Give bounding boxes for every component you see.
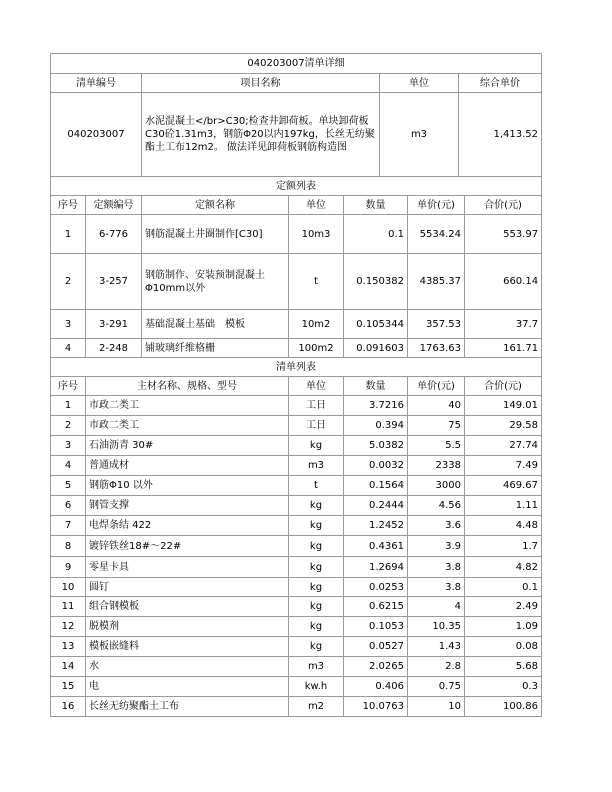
material-name: 石油沥青 30# [86,436,289,456]
quota-total: 37.7 [465,310,542,339]
quota-unit-price: 1763.63 [408,339,465,358]
quota-unit: 10m3 [289,215,344,254]
material-unit-price: 4.56 [408,496,465,516]
material-unit-price: 40 [408,396,465,416]
material-seq: 3 [51,436,86,456]
material-qty: 0.0032 [344,456,408,476]
quota-header-name: 定额名称 [142,196,289,215]
material-name: 钢筋Φ10 以外 [86,476,289,496]
table-row [51,496,542,516]
material-unit: kw.h [289,677,344,697]
material-unit-price: 0.75 [408,677,465,697]
material-qty: 0.0253 [344,578,408,597]
quota-unit: t [289,254,344,310]
table-row [51,436,542,456]
table-row [51,456,542,476]
quota-name: 钢筋制作、安装预制混凝土Φ10mm以外 [142,254,289,310]
material-name: 模板嵌缝料 [86,637,289,657]
material-seq: 4 [51,456,86,476]
quota-header-qty: 数量 [344,196,408,215]
material-unit-price: 3.8 [408,578,465,597]
material-qty: 5.0382 [344,436,408,456]
table-row [51,557,542,578]
quota-unit-price: 357.53 [408,310,465,339]
quota-name: 基础混凝土基础 模板 [142,310,289,339]
quota-qty: 0.1 [344,215,408,254]
item-unit: m3 [380,93,459,177]
material-unit: kg [289,516,344,536]
material-unit-price: 1.43 [408,637,465,657]
material-header-total: 合价(元) [465,377,542,396]
material-unit: 工日 [289,396,344,416]
quota-seq: 4 [51,339,86,358]
material-unit-price: 75 [408,416,465,436]
material-total: 0.3 [465,677,542,697]
material-name: 电焊条结 422 [86,516,289,536]
material-unit-price: 5.5 [408,436,465,456]
sheet-title: 040203007清单详细 [51,54,542,74]
material-unit-price: 4 [408,597,465,617]
header-code: 清单编号 [51,74,142,93]
material-qty: 0.1564 [344,476,408,496]
item-table [50,53,542,177]
material-total: 7.49 [465,456,542,476]
material-total: 1.09 [465,617,542,637]
table-row [51,396,542,416]
quota-qty: 0.150382 [344,254,408,310]
header-price: 综合单价 [459,74,542,93]
material-total: 5.68 [465,657,542,677]
quota-seq: 2 [51,254,86,310]
material-seq: 1 [51,396,86,416]
table-row [51,476,542,496]
quota-total: 553.97 [465,215,542,254]
material-seq: 11 [51,597,86,617]
material-qty: 0.0527 [344,637,408,657]
quota-qty: 0.091603 [344,339,408,358]
material-name: 市政二类工 [86,396,289,416]
quota-unit-price: 5534.24 [408,215,465,254]
material-unit: t [289,476,344,496]
material-total: 27.74 [465,436,542,456]
material-total: 149.01 [465,396,542,416]
material-unit: kg [289,597,344,617]
material-seq: 13 [51,637,86,657]
material-total: 469.67 [465,476,542,496]
material-name: 镀锌铁丝18#～22# [86,536,289,557]
quota-seq: 1 [51,215,86,254]
quota-qty: 0.105344 [344,310,408,339]
material-total: 29.58 [465,416,542,436]
material-header-qty: 数量 [344,377,408,396]
material-name: 圆钉 [86,578,289,597]
material-unit: kg [289,536,344,557]
material-name: 零星卡具 [86,557,289,578]
material-section-title: 清单列表 [51,358,542,377]
quota-total: 660.14 [465,254,542,310]
material-name: 钢管支撑 [86,496,289,516]
header-name: 项目名称 [142,74,380,93]
material-seq: 6 [51,496,86,516]
material-seq: 15 [51,677,86,697]
material-total: 0.08 [465,637,542,657]
material-unit-price: 3.8 [408,557,465,578]
material-header-unit: 单位 [289,377,344,396]
table-row [51,697,542,717]
material-unit: m3 [289,456,344,476]
material-seq: 14 [51,657,86,677]
quota-seq: 3 [51,310,86,339]
material-qty: 2.0265 [344,657,408,677]
material-name: 普通成材 [86,456,289,476]
material-name: 水 [86,657,289,677]
material-qty: 0.2444 [344,496,408,516]
material-qty: 1.2452 [344,516,408,536]
material-qty: 0.1053 [344,617,408,637]
material-unit: kg [289,617,344,637]
material-seq: 10 [51,578,86,597]
material-unit: kg [289,578,344,597]
material-unit-price: 2338 [408,456,465,476]
material-total: 4.48 [465,516,542,536]
quota-header-code: 定额编号 [86,196,142,215]
material-seq: 7 [51,516,86,536]
material-unit: kg [289,436,344,456]
material-name: 市政二类工 [86,416,289,436]
quota-header-total: 合价(元) [465,196,542,215]
material-qty: 0.4361 [344,536,408,557]
material-qty: 0.406 [344,677,408,697]
material-qty: 3.7216 [344,396,408,416]
material-unit-price: 3.6 [408,516,465,536]
material-seq: 16 [51,697,86,717]
quota-code: 3-291 [86,310,142,339]
table-row [51,516,542,536]
table-row [51,254,542,310]
material-header-seq: 序号 [51,377,86,396]
item-price: 1,413.52 [459,93,542,177]
material-unit: kg [289,496,344,516]
quota-code: 3-257 [86,254,142,310]
table-row [51,597,542,617]
material-unit-price: 10 [408,697,465,717]
material-unit: kg [289,557,344,578]
material-total: 0.1 [465,578,542,597]
quota-unit: 10m2 [289,310,344,339]
quota-header-unit-price: 单价(元) [408,196,465,215]
table-row [51,536,542,557]
quota-total: 161.71 [465,339,542,358]
quota-code: 6-776 [86,215,142,254]
material-name: 组合钢模板 [86,597,289,617]
quota-section-title: 定额列表 [51,177,542,196]
material-unit-price: 3.9 [408,536,465,557]
table-row [51,310,542,339]
material-unit-price: 2.8 [408,657,465,677]
material-seq: 9 [51,557,86,578]
material-unit: m3 [289,657,344,677]
material-name: 脱模剂 [86,617,289,637]
material-seq: 2 [51,416,86,436]
material-total: 2.49 [465,597,542,617]
material-name: 电 [86,677,289,697]
material-seq: 12 [51,617,86,637]
table-row [51,637,542,657]
material-table [50,357,542,717]
bill-detail-sheet [50,53,541,717]
material-total: 4.82 [465,557,542,578]
material-total: 100.86 [465,697,542,717]
material-total: 1.7 [465,536,542,557]
table-row [51,578,542,597]
material-unit: m2 [289,697,344,717]
table-row [51,215,542,254]
item-name: 水泥混凝土</br>C30;检查井卸荷板。单块卸荷板C30砼1.31m3，钢筋Φ20以内197kg，长丝无纺聚酯土工布12m2。 做法详见卸荷板钢筋构造图 [142,93,380,177]
quota-name: 钢筋混凝土井圈制作[C30] [142,215,289,254]
material-qty: 1.2694 [344,557,408,578]
quota-unit: 100m2 [289,339,344,358]
table-row [51,657,542,677]
quota-header-seq: 序号 [51,196,86,215]
quota-name: 铺玻璃纤维格栅 [142,339,289,358]
material-qty: 0.6215 [344,597,408,617]
quota-unit-price: 4385.37 [408,254,465,310]
material-unit-price: 10.35 [408,617,465,637]
material-rows [51,396,542,717]
quota-header-unit: 单位 [289,196,344,215]
material-name: 长丝无纺聚酯土工布 [86,697,289,717]
table-row [51,339,542,358]
material-unit-price: 3000 [408,476,465,496]
table-row [51,416,542,436]
quota-table [50,176,542,358]
material-unit: 工日 [289,416,344,436]
material-qty: 0.394 [344,416,408,436]
material-total: 1.11 [465,496,542,516]
item-code: 040203007 [51,93,142,177]
quota-code: 2-248 [86,339,142,358]
material-unit: kg [289,637,344,657]
material-seq: 5 [51,476,86,496]
material-header-unit-price: 单价(元) [408,377,465,396]
table-row [51,617,542,637]
table-row [51,677,542,697]
header-unit: 单位 [380,74,459,93]
material-seq: 8 [51,536,86,557]
material-header-name: 主材名称、规格、型号 [86,377,289,396]
material-qty: 10.0763 [344,697,408,717]
